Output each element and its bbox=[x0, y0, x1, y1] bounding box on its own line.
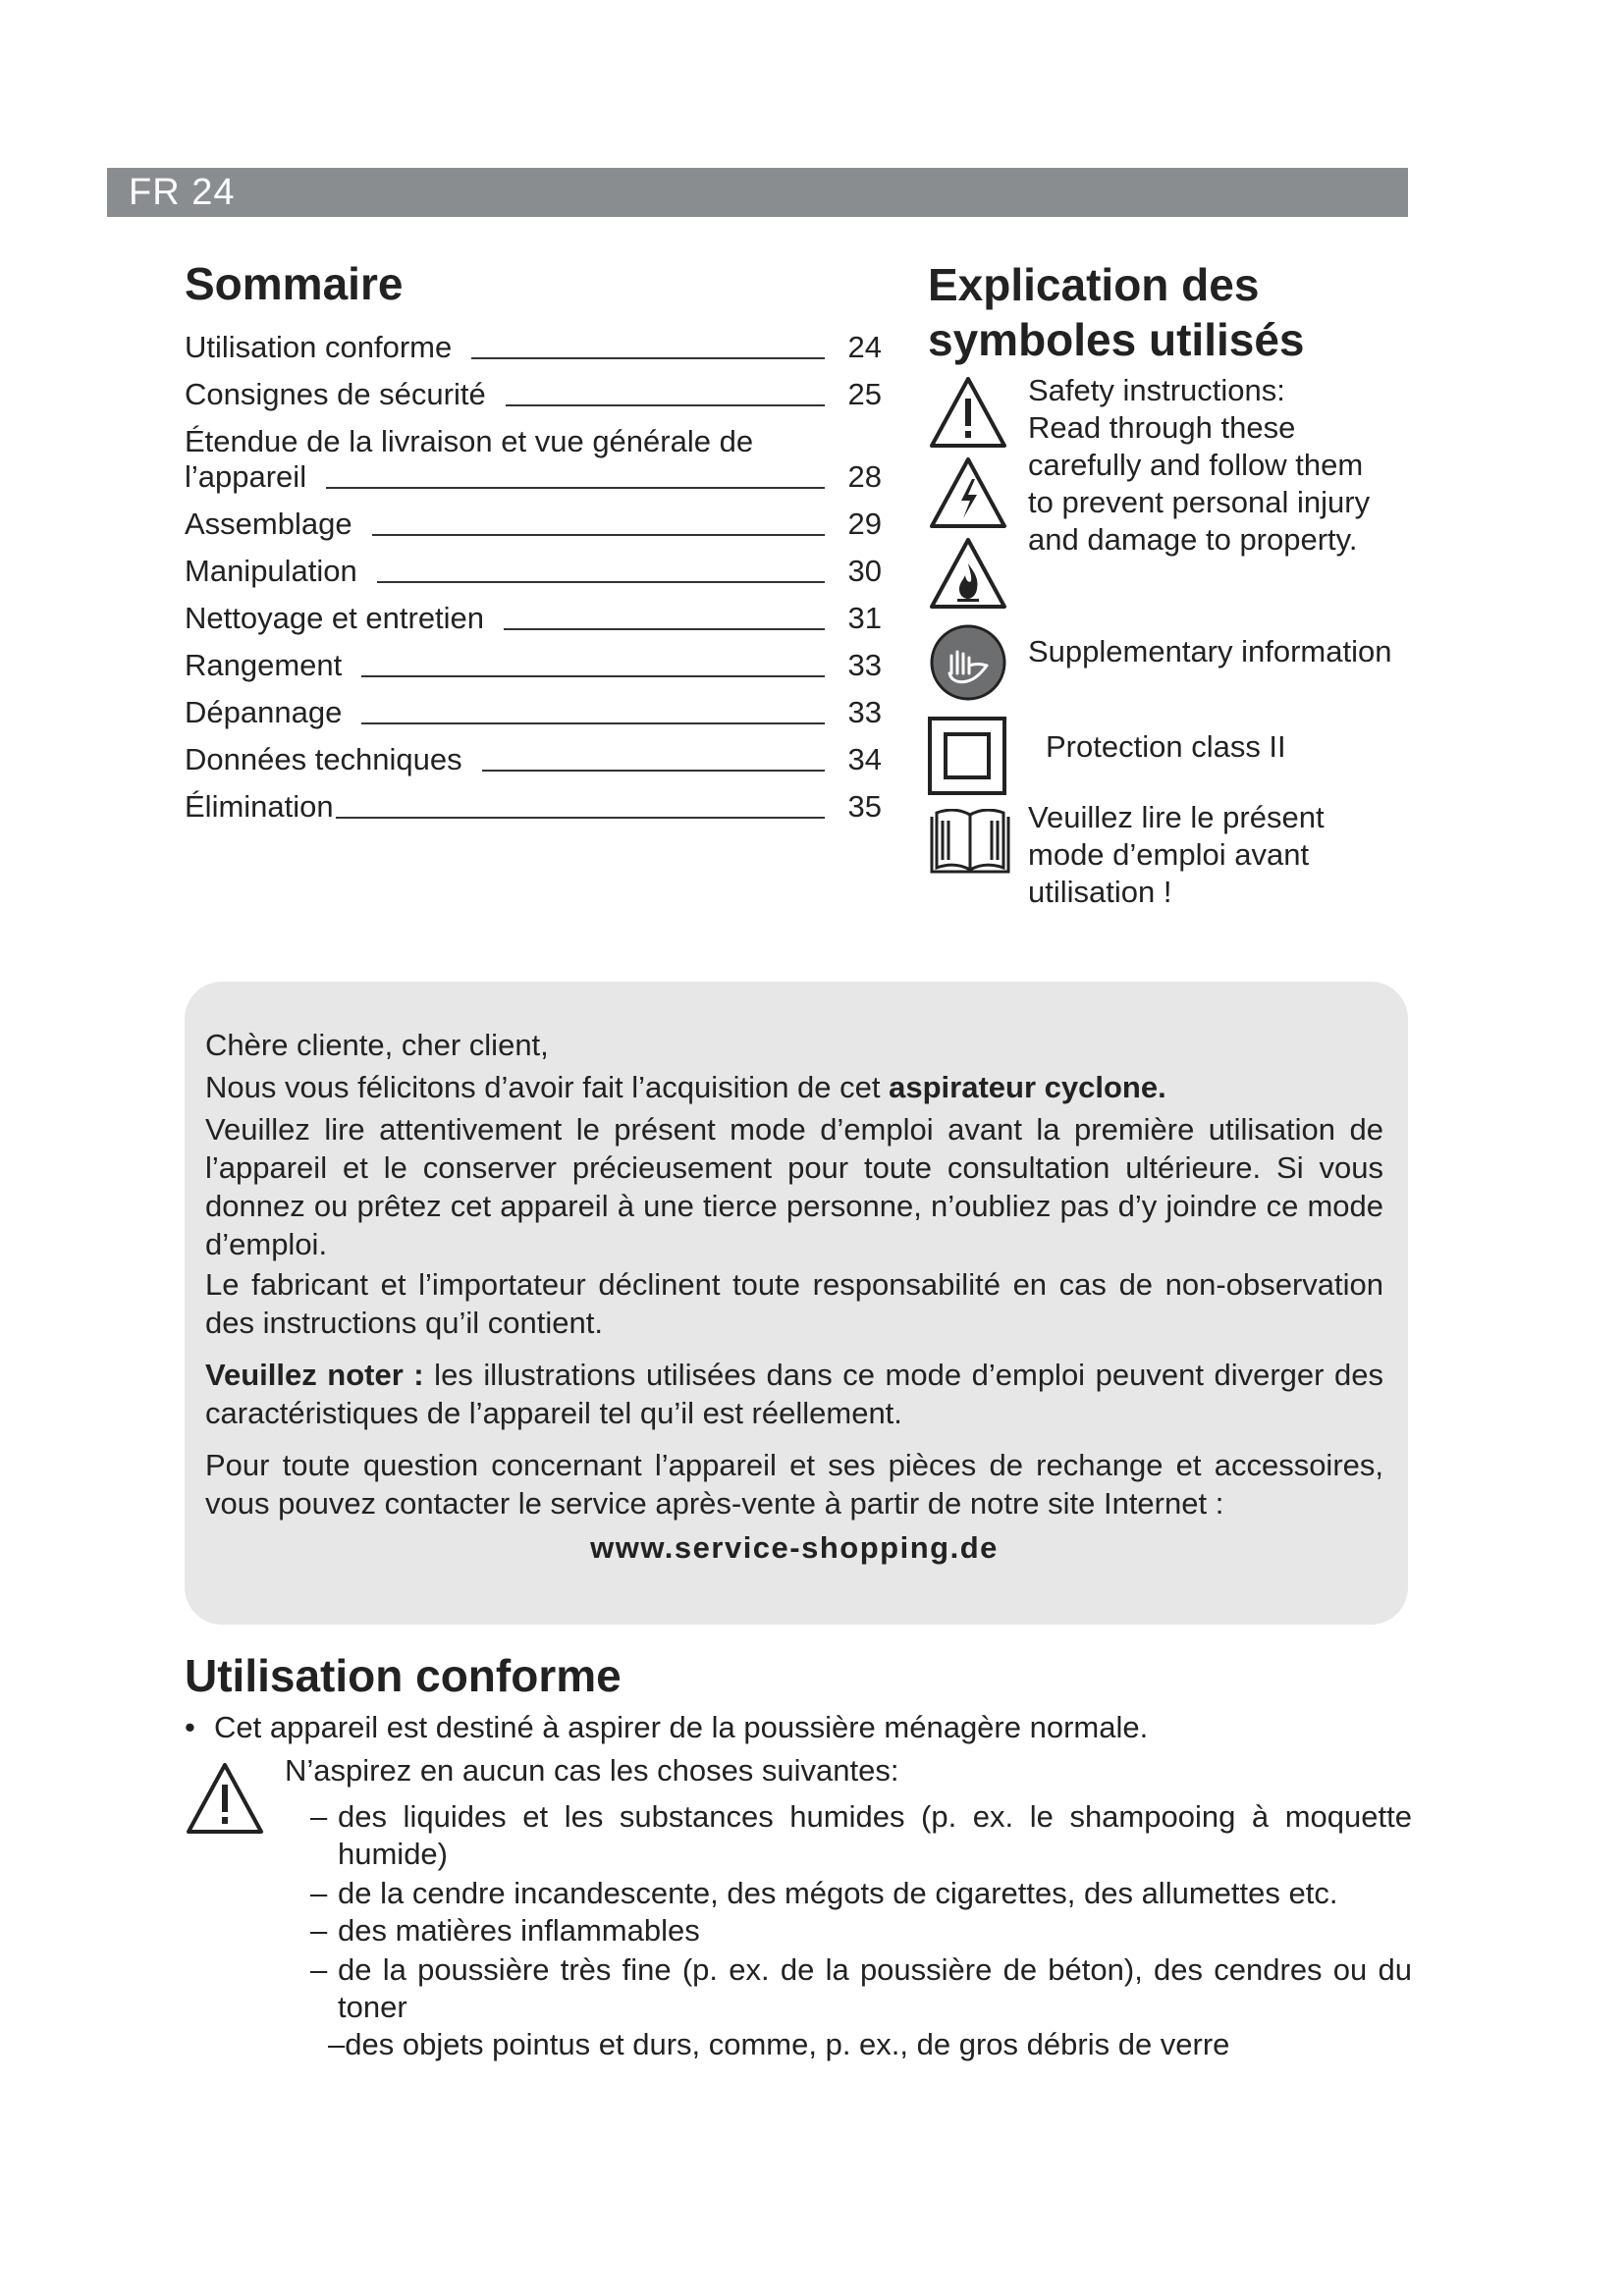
table-of-contents bbox=[185, 257, 882, 836]
warning-area bbox=[185, 1751, 1412, 2063]
list-item: – de la cendre incandescente, des mégots de cigarettes, des allumettes etc. bbox=[310, 1876, 1338, 1910]
warning-triangle-icon bbox=[928, 375, 1008, 450]
list-item: – des matières inflammables bbox=[310, 1913, 700, 1948]
list-item: – des liquides et les substances humides (p. ex. le shampooing à moquette humide) bbox=[310, 1799, 1412, 1871]
read-manual-text: Veuillez lire le présent mode d’emploi avant utilisation ! bbox=[1028, 800, 1325, 909]
toc-entry[interactable]: Consignes de sécurité 25 bbox=[185, 377, 882, 411]
toc-entry[interactable]: Élimination 35 bbox=[185, 789, 882, 824]
intro-paragraph-3: Pour toute question concernant l’appareil et ses pièces de rechange et accessoires, vous pouvez contacter le service après-vente à partir de notre site Internet : bbox=[205, 1448, 1383, 1521]
toc-list bbox=[185, 330, 882, 825]
greeting: Chère cliente, cher client, bbox=[205, 1028, 549, 1062]
usage-section bbox=[185, 1649, 1412, 2063]
toc-entry-line1: Étendue de la livraison et vue générale de bbox=[185, 424, 754, 458]
fire-hazard-icon bbox=[928, 536, 1008, 611]
symbols-section bbox=[928, 257, 1409, 925]
symbols-title: Explication des symboles utilisés bbox=[928, 259, 1305, 365]
toc-entry[interactable]: Nettoyage et entretien 31 bbox=[185, 601, 882, 635]
usage-bullet: • Cet appareil est destiné à aspirer de la poussière ménagère normale. bbox=[185, 1710, 1149, 1744]
protection-class-ii-icon bbox=[928, 717, 1006, 795]
toc-entry[interactable]: Rangement 33 bbox=[185, 648, 882, 682]
toc-entry[interactable]: Utilisation conforme 24 bbox=[185, 330, 882, 364]
warning-triangle-icon bbox=[185, 1761, 265, 1836]
toc-entry[interactable]: Dépannage 33 bbox=[185, 695, 882, 729]
toc-entry[interactable]: Assemblage 29 bbox=[185, 507, 882, 541]
intro-paragraph-1: Veuillez lire attentivement le présent mode d’emploi avant la première utilisation de l’appareil et le conserver précieusement pour toute consultation ultérieure. Si vous donnez ou prêtez cet appareil à une tierce personne, n’oubliez pas d’y joindre ce mode d’emploi. bbox=[205, 1112, 1383, 1261]
read-manual-book-icon bbox=[928, 809, 1012, 880]
congrats-line: Nous vous félicitons d’avoir fait l’acquisition de cet aspirateur cyclone. bbox=[205, 1070, 1166, 1104]
toc-entry[interactable]: l’appareil 28 bbox=[185, 459, 882, 494]
page-header-bar bbox=[107, 168, 1408, 217]
list-item: – de la poussière très fine (p. ex. de la poussière de béton), des cendres ou du toner bbox=[310, 1952, 1412, 2024]
safety-instructions-text: Safety instructions: Read through these carefully and follow them to prevent personal injury and damage to property. bbox=[1028, 373, 1371, 557]
toc-entry[interactable]: Données techniques 34 bbox=[185, 742, 882, 776]
usage-title: Utilisation conforme bbox=[185, 1650, 622, 1701]
electric-hazard-icon bbox=[928, 455, 1008, 530]
intro-text bbox=[205, 1026, 1383, 1573]
intro-paragraph-2: Le fabricant et l’importateur déclinent toute responsabilité en cas de non-observation des instructions qu’il contient. bbox=[205, 1267, 1383, 1340]
toc-title: Sommaire bbox=[185, 258, 404, 309]
intro-box bbox=[185, 982, 1408, 1625]
supplementary-info-text: Supplementary information bbox=[1028, 634, 1392, 668]
warning-intro: N’aspirez en aucun cas les choses suivantes: bbox=[285, 1753, 899, 1788]
protection-class-text: Protection class II bbox=[1046, 729, 1286, 764]
note-paragraph: Veuillez noter : les illustrations utilisées dans ce mode d’emploi peuvent diverger des caractéristiques de l’appareil tel qu’il est réellement. bbox=[205, 1358, 1383, 1430]
page-header-label: FR 24 bbox=[129, 172, 236, 213]
toc-entry[interactable]: Manipulation 30 bbox=[185, 554, 882, 588]
service-url-link[interactable]: www.service-shopping.de bbox=[590, 1530, 999, 1565]
supplementary-info-hand-icon bbox=[928, 622, 1008, 703]
list-item-last: –des objets pointus et durs, comme, p. ex., de gros débris de verre bbox=[328, 2027, 1230, 2061]
forbidden-items-list bbox=[310, 1798, 1412, 2026]
